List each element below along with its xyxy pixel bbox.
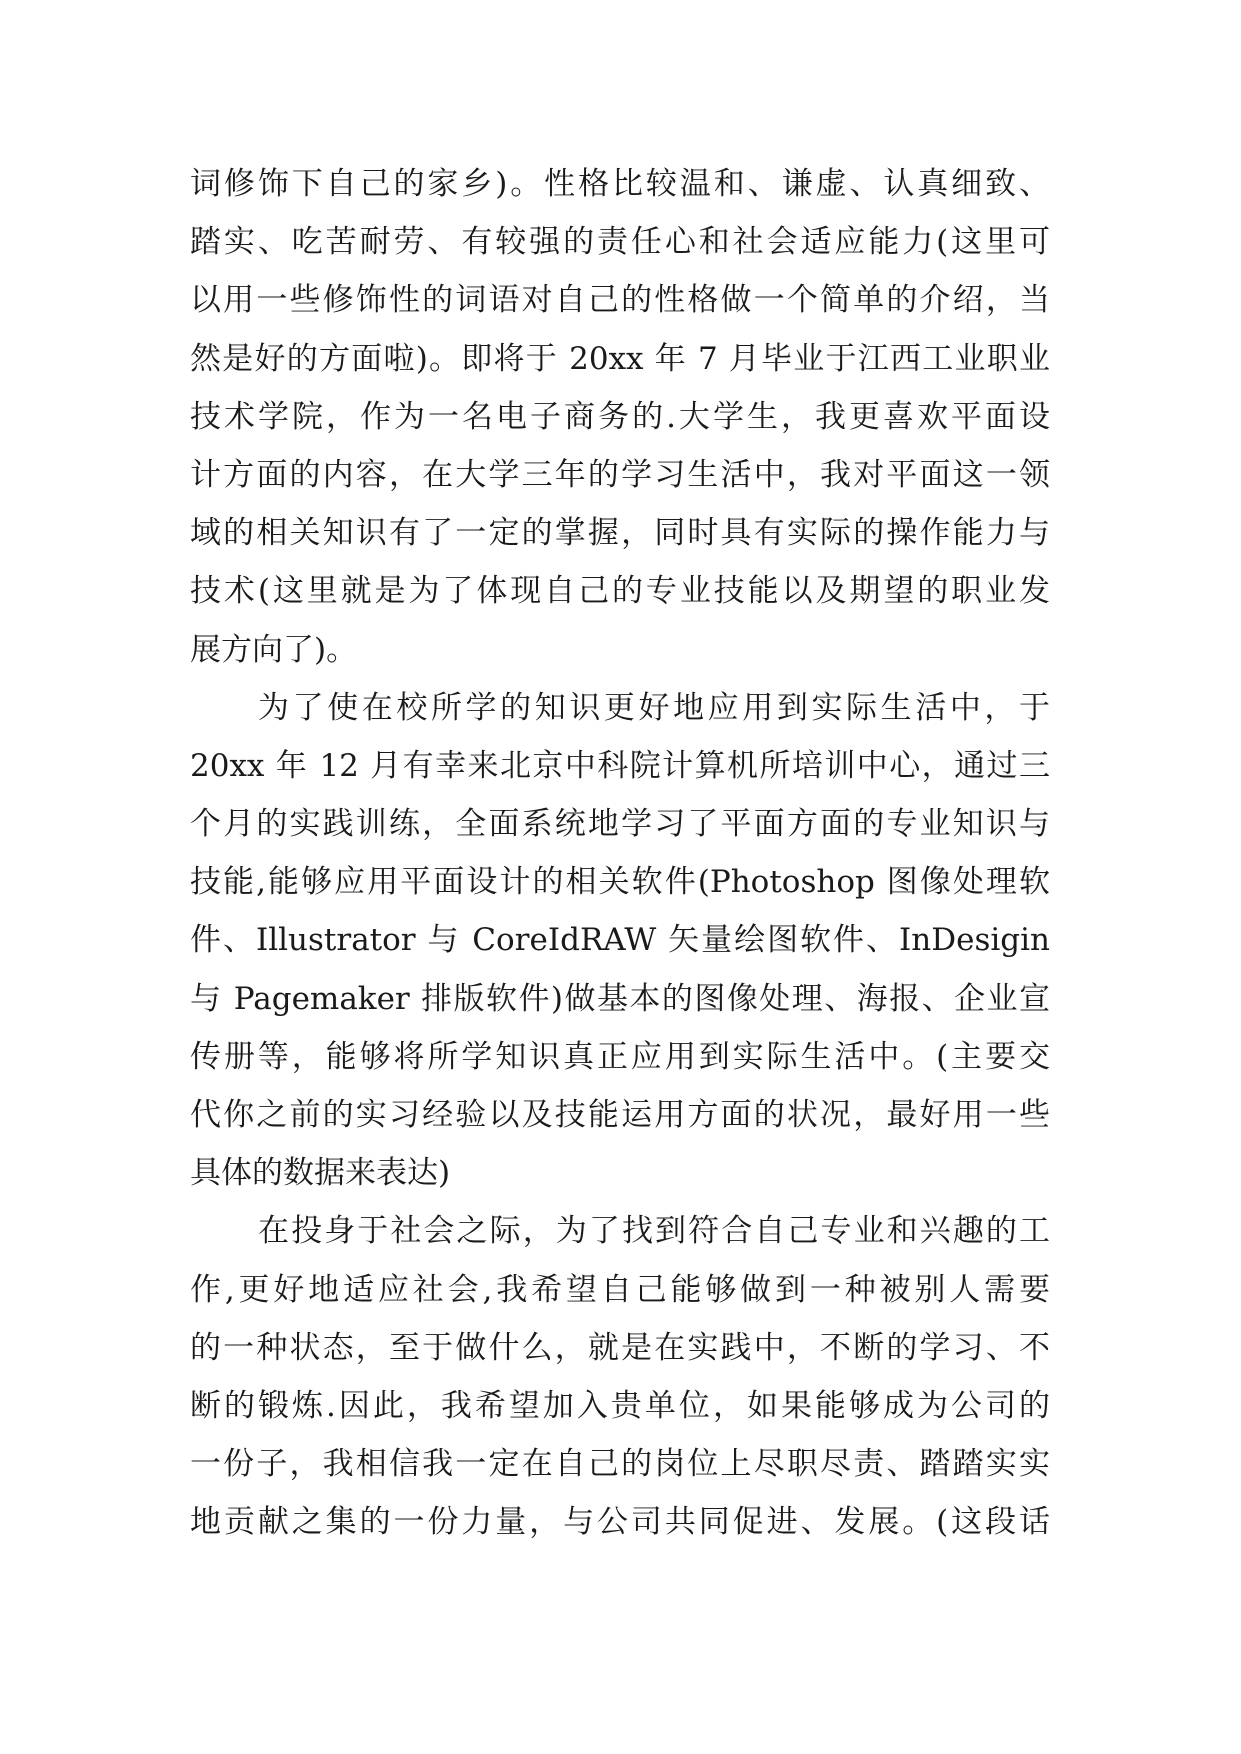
text-line: 的一种状态，至于做什么，就是在实践中，不断的学习、不 <box>190 1329 1050 1366</box>
text-line: 技能,能够应用平面设计的相关软件(Photoshop 图像处理软 <box>190 864 1050 901</box>
text-line: 传册等，能够将所学知识真正应用到实际生活中。(主要交 <box>190 1038 1050 1075</box>
text-line: 件、Illustrator 与 CoreIdRAW 矢量绘图软件、InDesigin <box>190 922 1050 959</box>
text-line: 一份子，我相信我一定在自己的岗位上尽职尽责、踏踏实实 <box>190 1446 1050 1483</box>
text-line: 技术(这里就是为了体现自己的专业技能以及期望的职业发 <box>190 573 1050 610</box>
text-line: 代你之前的实习经验以及技能运用方面的状况，最好用一些 <box>190 1097 1050 1133</box>
text-line: 作,更好地适应社会,我希望自己能够做到一种被别人需要 <box>190 1271 1050 1308</box>
paragraph-end-line: 展方向了)。 <box>190 631 358 668</box>
text-line: 断的锻炼.因此，我希望加入贵单位，如果能够成为公司的 <box>190 1387 1050 1424</box>
text-line: 20xx 年 12 月有幸来北京中科院计算机所培训中心，通过三 <box>190 747 1050 784</box>
text-line: 个月的实践训练，全面系统地学习了平面方面的专业知识与 <box>190 806 1050 843</box>
text-line: 词修饰下自己的家乡)。性格比较温和、谦虚、认真细致、 <box>190 166 1050 202</box>
text-line: 与 Pagemaker 排版软件)做基本的图像处理、海报、企业宣 <box>190 980 1050 1017</box>
document-body <box>190 155 1050 1552</box>
paragraph-end-line: 具体的数据来表达) <box>190 1155 451 1192</box>
paragraph-first-line: 在投身于社会之际，为了找到符合自己专业和兴趣的工 <box>258 1213 1050 1250</box>
text-line: 踏实、吃苦耐劳、有较强的责任心和社会适应能力(这里可 <box>190 224 1050 261</box>
text-line: 然是好的方面啦)。即将于 20xx 年 7 月毕业于江西工业职业 <box>190 340 1050 377</box>
text-line: 域的相关知识有了一定的掌握，同时具有实际的操作能力与 <box>190 515 1050 552</box>
text-line: 以用一些修饰性的词语对自己的性格做一个简单的介绍，当 <box>190 282 1050 319</box>
text-line: 计方面的内容，在大学三年的学习生活中，我对平面这一领 <box>190 456 1050 493</box>
paragraph-first-line: 为了使在校所学的知识更好地应用到实际生活中，于 <box>258 689 1050 726</box>
text-line: 技术学院，作为一名电子商务的.大学生，我更喜欢平面设 <box>190 398 1050 435</box>
text-line: 地贡献之集的一份力量，与公司共同促进、发展。(这段话 <box>190 1504 1050 1541</box>
